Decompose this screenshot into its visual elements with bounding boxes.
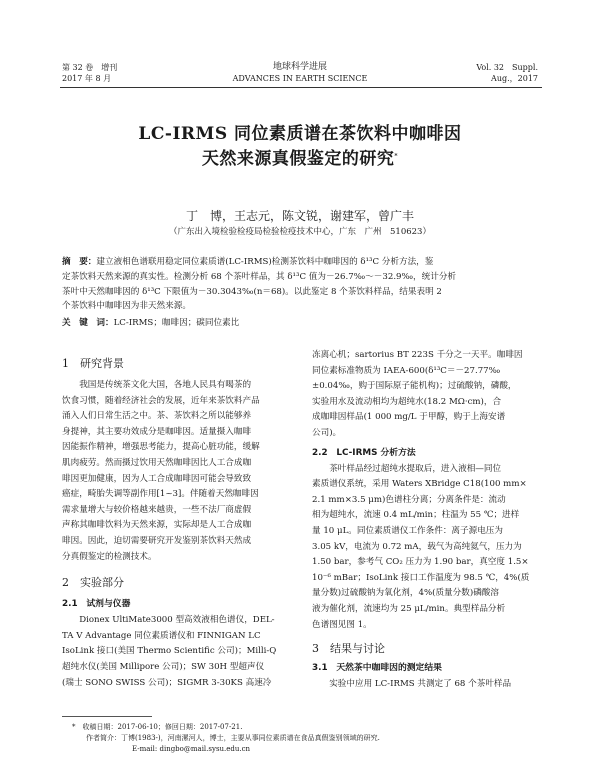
text-line: 需求量增大与较价格越来越贵，一些不法厂商虚假 (62, 504, 252, 515)
text-line: 同位素标准物质为 IAEA-600(δ¹³C＝－27.77‰ (312, 365, 501, 376)
footnote-author: 作者简介：丁博(1983-)，河南漯河人，博士，主要从事同位素质谱在食品真假鉴别领域的研究. (86, 734, 380, 742)
journal-date: 2017 年 8 月 (62, 74, 112, 83)
text-line: IsoLink 接口(美国 Thermo Scientific 公司)；Milli-Q (62, 646, 277, 657)
text-line: 身提神，其主要功效成分是咖啡因。适量摄入咖啡 (62, 426, 252, 437)
text-line: 啡因更加健康，因为人工合成咖啡因可能会导致致 (62, 473, 252, 484)
footnote-email: E-mail: dingbo@mail.sysu.edu.cn (132, 745, 251, 753)
header-rule (60, 87, 542, 88)
authors: 丁 博，王志元，陈文锐，谢建军，曾广丰 (185, 209, 414, 223)
title-line-2: 天然来源真假鉴定的研究* (201, 149, 399, 169)
section-2-1-heading: 2.1 试剂与仪器 (62, 599, 131, 610)
keywords-label: 关 键 词： (62, 318, 114, 328)
section-2-heading: 2 实验部分 (62, 576, 124, 590)
section-2-1-paragraph (62, 613, 294, 691)
section-1-heading: 1 研究背景 (62, 357, 124, 370)
section-3-1-heading: 3.1 天然茶中咖啡因的测定结果 (312, 663, 442, 674)
journal-volume-en: Vol. 32 Suppl. (476, 63, 538, 72)
section-3-1-paragraph (312, 677, 544, 693)
abstract (62, 255, 540, 314)
abstract-label: 摘 要： (62, 257, 97, 267)
text-line: 色谱图见图 1。 (312, 619, 372, 630)
continued-paragraph (312, 348, 544, 442)
text-line: TA V Advantage 同位素质谱仪和 FINNIGAN LC (62, 630, 261, 641)
section-2-2-paragraph (312, 462, 544, 634)
journal-volume: 第 32 卷 增刊 (62, 63, 118, 72)
text-line: 癌症，畸胎失调等副作用[1~3]。伴随着天然咖啡因 (62, 489, 259, 500)
text-line: 量分数)过硫酸钠为氧化剂，4%(质量分数)磷酸溶 (312, 588, 499, 599)
abstract-line: 茶叶中天然咖啡因的 δ¹³C 下限值为－30.3043‰(n＝68)。以此鉴定 8 个茶饮料样品，结果表明 2 (62, 286, 442, 297)
journal-date-en: Aug.，2017 (491, 74, 538, 83)
text-line: Dionex UltiMate3000 型高效液相色谱仪，DEL- (79, 615, 275, 626)
journal-name-cn: 地球科学进展 (272, 62, 327, 72)
text-line: 公司)。 (312, 427, 342, 438)
title-footnote-mark: * (394, 153, 399, 160)
text-line: 实验中应用 LC-IRMS 共测定了 68 个茶叶样品 (329, 679, 512, 690)
right-column (312, 348, 544, 693)
section-1-paragraph (62, 378, 294, 565)
text-line: 我国是传统茶文化大国，各地人民具有喝茶的 (79, 380, 252, 390)
text-line: 成咖啡因样品(1 000 mg/L 于甲醇，购于上海安谱 (312, 412, 506, 423)
footnote-mark: * (72, 723, 76, 731)
keywords: 关 键 词：LC-IRMS；咖啡因；碳同位素比 (62, 318, 240, 328)
affiliation: （广东出入境检验检疫局检验检疫技术中心，广东 广州 510623） (169, 227, 431, 237)
text-line: 啡因。因此，迫切需要研究开发鉴别茶饮料天然成 (62, 535, 252, 546)
text-line: 分真假鉴定的检测技术。 (62, 551, 157, 562)
left-column (62, 356, 294, 691)
title-line-1: LC-IRMS 同位素质谱在茶饮料中咖啡因 (138, 124, 462, 144)
text-line: 实验用水及流动相均为超纯水(18.2 MΩ·cm)，合 (312, 396, 502, 407)
text-line: 因能振作精神，增强思考能力，提高心脏功能，缓解 (62, 442, 260, 453)
text-line: 2.1 mm×3.5 μm)色谱柱分离；分离条件是：流动 (312, 494, 506, 505)
section-2-2-heading: 2.2 LC-IRMS 分析方法 (312, 447, 416, 458)
footnote-rule (62, 716, 152, 717)
text-line: 声称其咖啡饮料为天然来源，实际却是人工合成咖 (62, 520, 252, 531)
text-line: 超纯水仪(美国 Millipore 公司)；SW 30H 型超声仪 (62, 661, 265, 672)
text-line: 素质谱仪系统，采用 Waters XBridge C18(100 mm× (312, 479, 527, 490)
text-line: 涌入人们日常生活之中。茶、茶饮料之所以能够养 (62, 411, 252, 422)
text-line: 1.50 bar，参考气 CO₂ 压力为 1.90 bar，真空度 1.5× (312, 557, 529, 568)
text-line: 冻离心机；sartorius BT 223S 千分之一天平。咖啡因 (312, 350, 523, 360)
text-line: 茶叶样品经过超纯水提取后，进入液相—同位 (329, 463, 502, 474)
text-line: 量 10 μL。同位素质谱仪工作条件：离子源电压为 (312, 525, 503, 536)
text-line: 液为催化剂，流速均为 25 μL/min。典型样品分析 (312, 603, 506, 614)
journal-name-en: ADVANCES IN EARTH SCIENCE (232, 74, 368, 83)
text-line: ±0.04‰，购于国际原子能机构)；过硫酸钠，磷酸， (312, 381, 517, 392)
text-line: 10⁻⁶ mBar；IsoLink 接口工作温度为 98.5 ℃，4%(质 (312, 572, 530, 583)
abstract-line: 摘 要：建立液相色谱联用稳定同位素质谱(LC-IRMS)检测茶饮料中咖啡因的 δ¹³C 分析方法，鉴 (62, 257, 434, 267)
abstract-line: 个茶饮料中咖啡因为非天然来源。 (62, 301, 191, 312)
text-line: 相为超纯水，流速 0.4 mL/min；柱温为 55 ℃；进样 (312, 510, 520, 521)
text-line: 肌肉疲劳。然而摄过饮用天然咖啡因比人工合成咖 (62, 457, 252, 468)
section-3-heading: 3 结果与讨论 (312, 642, 385, 656)
footnote-received: * 收稿日期：2017-06-10；修回日期：2017-07-21. (72, 723, 243, 731)
abstract-line: 定茶饮料天然来源的真实性。检测分析 68 个茶叶样品，其 δ¹³C 值为－26.7‰～－32.9‰，统计分析 (62, 271, 457, 282)
text-line: 饮食习惯，随着经济社会的发展，近年来茶饮料产品 (62, 395, 260, 406)
text-line: (瑞士 SONO SWISS 公司)；SIGMR 3-30KS 高速冷 (62, 677, 272, 688)
text-line: 3.05 kV，电流为 0.72 mA，载气为高纯氦气，压力为 (312, 541, 522, 552)
